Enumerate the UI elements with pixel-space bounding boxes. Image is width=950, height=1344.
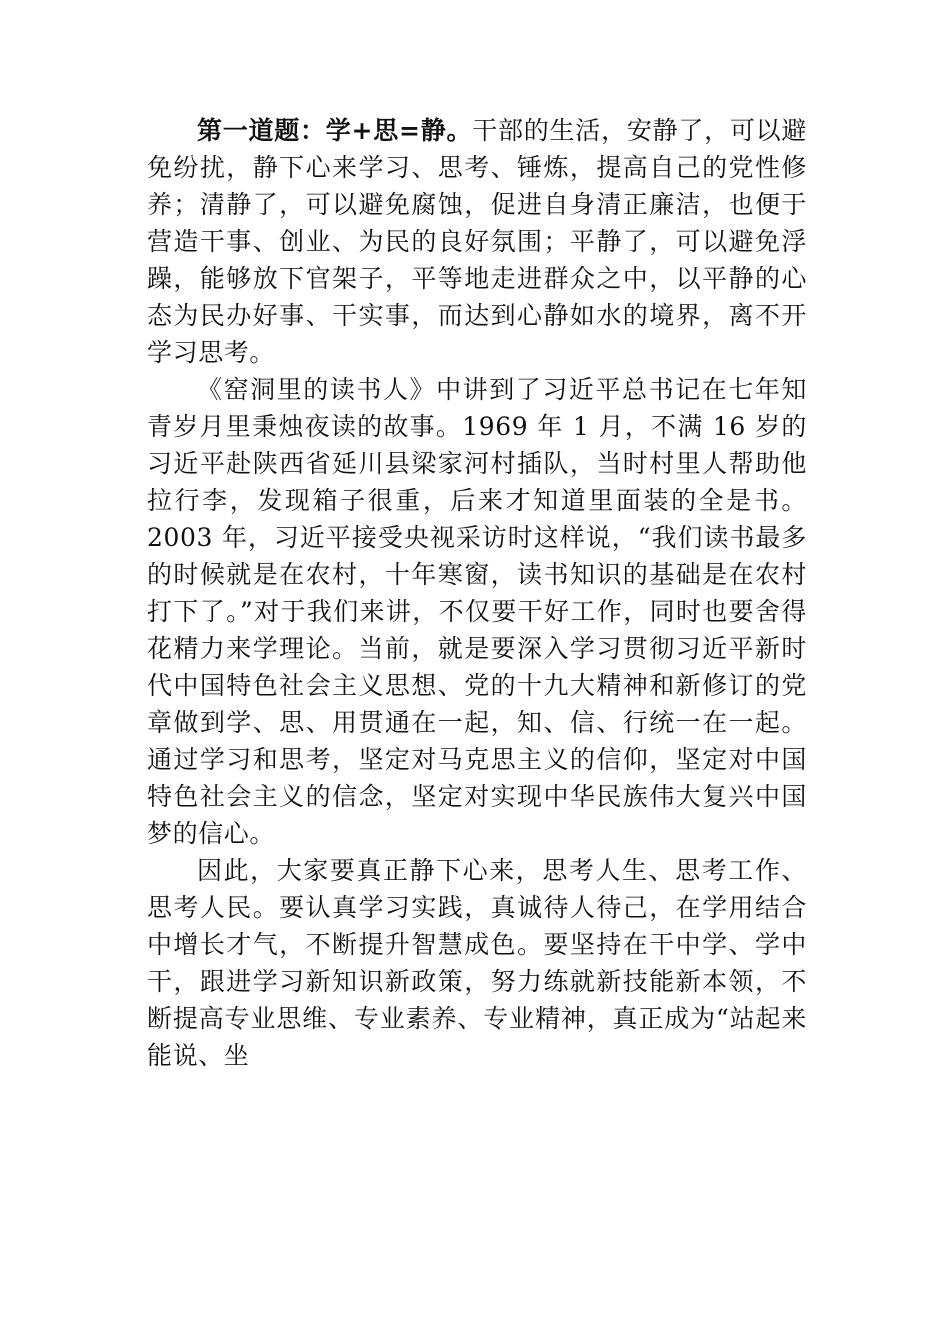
paragraph-text: 干部的生活，安静了，可以避免纷扰，静下心来学习、思考、锤炼，提高自己的党性修养；清静了，可以避免腐蚀，促进自身清正廉洁，也便于营造干事、创业、为民的良好氛围；平静了，可以避免浮躁，能够放下官架子，平等地走进群众之中，以平静的心态为民办好事、干实事，而达到心静如水的境界，离不开学习思考。: [147, 116, 807, 367]
paragraph-text: 《窑洞里的读书人》中讲到了习近平总书记在七年知青岁月里秉烛夜读的故事。1969 年 1 月，不满 16 岁的习近平赴陕西省延川县梁家河村插队，当时村里人帮助他拉行李，发现箱子很重，后来才知道里面装的全是书。2003 年，习近平接受央视采访时这样说，“我们读书最多的时候就是在农村，十年寒窗，读书知识的基础是在农村打下了。”对于我们来讲，不仅要干好工作，同时也要舍得花精力来学理论。当前，就是要深入学习贯彻习近平新时代中国特色社会主义思想、党的十九大精神和新修订的党章做到学、思、用贯通在一起，知、信、行统一在一起。通过学习和思考，坚定对马克思主义的信仰，坚定对中国特色社会主义的信念，坚定对实现中华民族伟大复兴中国梦的信心。: [147, 375, 807, 848]
paragraph-text: 因此，大家要真正静下心来，思考人生、思考工作、思考人民。要认真学习实践，真诚待人待己，在学用结合中增长才气，不断提升智慧成色。要坚持在干中学、学中干，跟进学习新知识新政策，努力练就新技能新本领，不断提高专业思维、专业素养、专业精神，真正成为“站起来能说、坐: [147, 856, 807, 1070]
paragraph-1: [147, 112, 807, 371]
document-body: [147, 112, 807, 1074]
paragraph-3: [147, 852, 807, 1074]
paragraph-heading: 第一道题：学+思=静。: [197, 116, 473, 145]
paragraph-2: [147, 371, 807, 852]
